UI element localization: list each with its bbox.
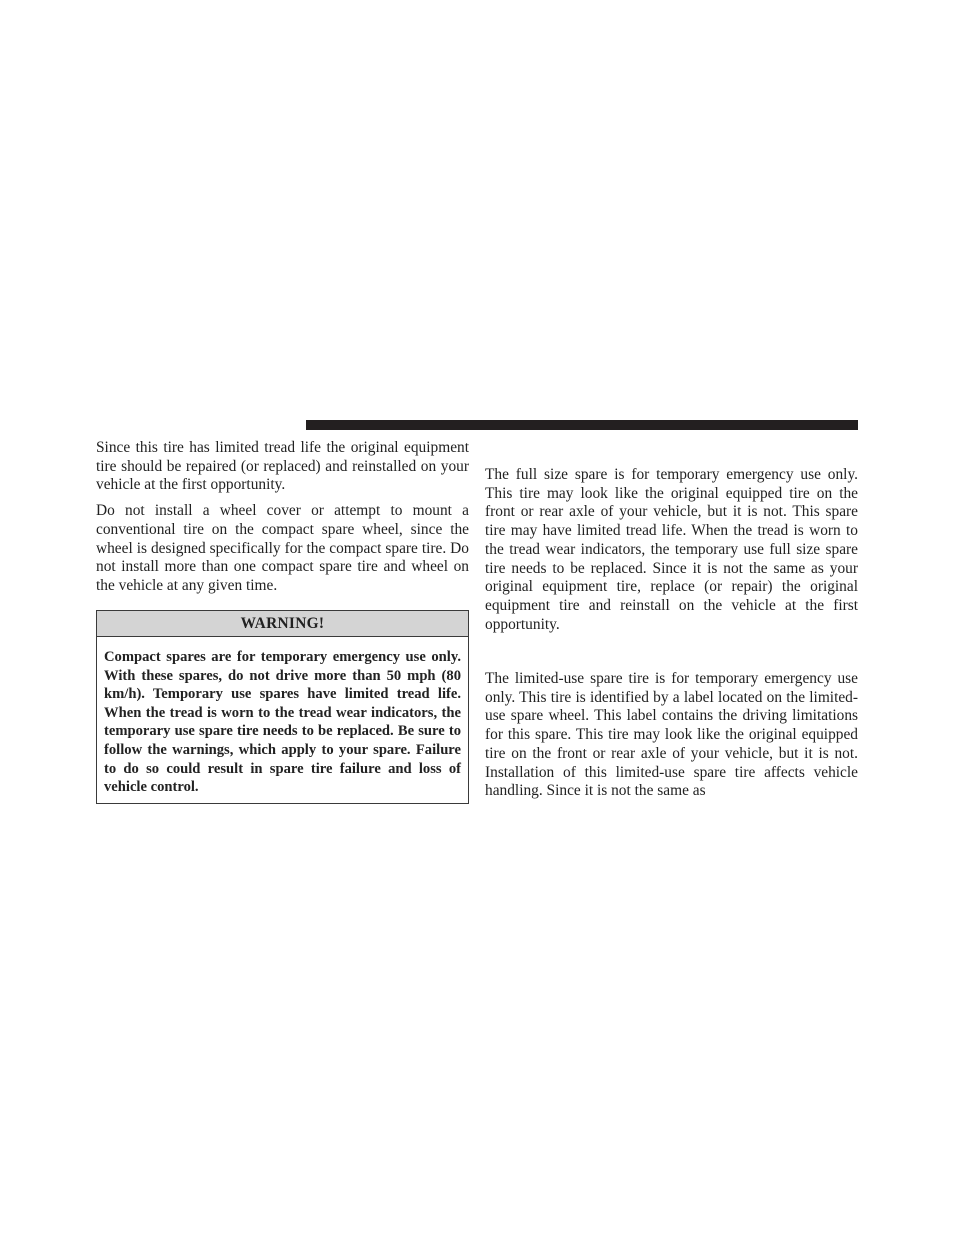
- right-column-full-size-spare: [485, 466, 858, 634]
- paragraph-limited-use-spare: The limited-use spare tire is for temporary emergency use only. This tire is identified by a label located on the limited-use spare wheel. This label contains the driving limitations for this spare. This tire may look like the original equipped tire on the front or rear axle of your vehicle, but it is not. Installation of this limited-use spare tire affects vehicle handling. Since it is not the same as: [485, 670, 858, 800]
- warning-box: [96, 610, 469, 804]
- section-header-bar: [306, 420, 858, 430]
- warning-title: WARNING!: [97, 611, 468, 637]
- right-column-limited-use-spare: [485, 670, 858, 801]
- warning-body: Compact spares are for temporary emergency use only. With these spares, do not drive more than 50 mph (80 km/h). Temporary use spares have limited tread life. When the tread is worn to the tread wear indicators, the temporary use spare tire needs to be replaced. Be sure to follow the warnings, which apply to your spare. Failure to do so could result in spare tire failure and loss of vehicle control.: [104, 649, 461, 796]
- paragraph-wheel-cover-caution: Do not install a wheel cover or attempt to mount a conventional tire on the compact spare wheel, since the wheel is designed specifically for the compact spare tire. Do not install more than one compact spare tire and wheel on the vehicle at any given time.: [96, 502, 469, 594]
- paragraph-compact-spare-tread-life: Since this tire has limited tread life the original equipment tire should be repaired (or replaced) and reinstalled on your vehicle at the first opportunity.: [96, 439, 469, 494]
- paragraph-full-size-spare: The full size spare is for temporary emergency use only. This tire may look like the original equipped tire on the front or rear axle of your vehicle, but it is not. This spare tire may have limited tread life. When the tread is worn to the tread wear indicators, the temporary use full size spare tire needs to be replaced. Since it is not the same as your original equipment tire, replace (or repair) the original equipment tire and reinstall on the vehicle at the first opportunity.: [485, 466, 858, 633]
- left-column: [96, 439, 469, 596]
